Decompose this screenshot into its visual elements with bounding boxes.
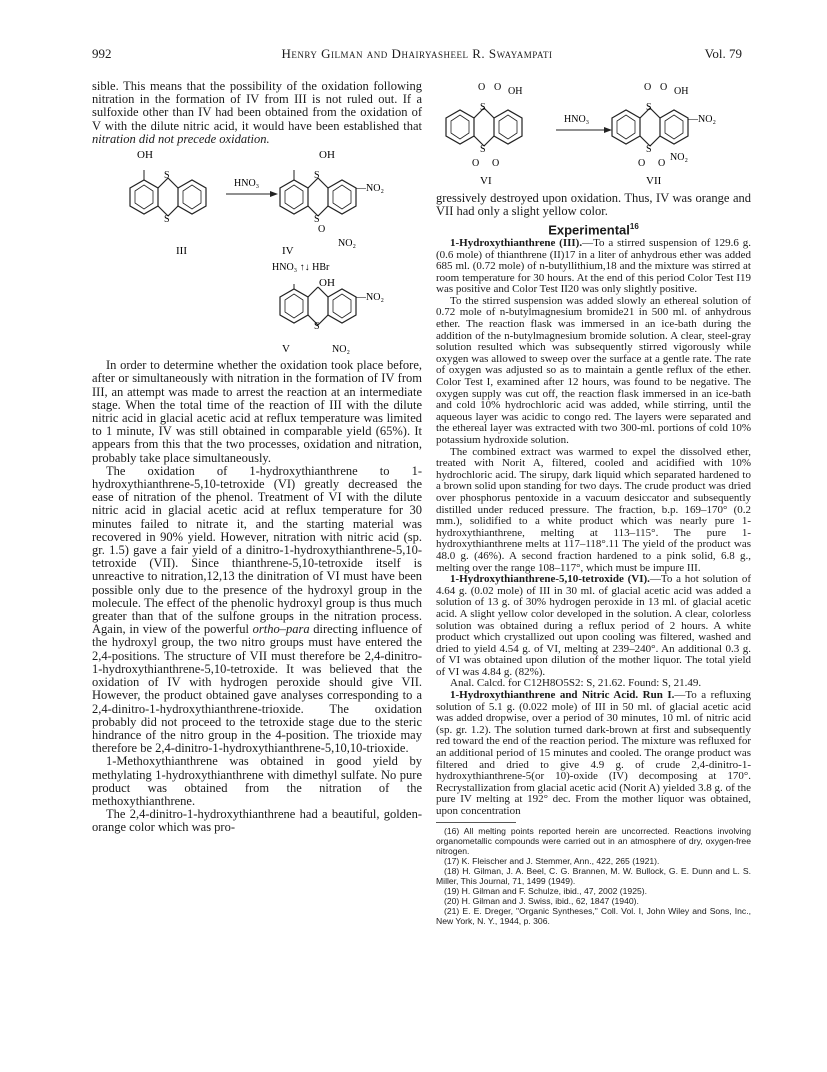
section-heading-text: Experimental <box>548 222 630 238</box>
paragraph-text: —To a refluxing solution of 5.1 g. (0.022 mole) of III in 50 ml. of glacial acetic acid was added dropwise, over a period of 30 minutes, 10 ml. of nitric acid (sp. gr. 1.2). The solution turned dark-brown at first and subsequently red toward the end of the reaction period. The mixture was refluxed for an additional period of 15 minutes and cooled. The orange product was filtered and dried to give 4.9 g. of crude 2,4-dinitro-1-hydroxythianthrene-5(or 10)-oxide (IV) decomposing at 170°. Recrystallization from glacial acetic acid (Norit A) yielded 3.8 g. of the pure IV melting at 192° dec. From the mother liquor was obtained, upon concentration <box>436 689 751 818</box>
oxygen-label: O <box>494 82 502 93</box>
paragraph: To the stirred suspension was added slowly an ethereal solution of 0.72 mole of n-butylmagnesium bromide21 in 500 ml. of anhydrous ether. The reaction flask was immersed in an ice-bath during the addition of the n-butylmagnesium bromide solution. A clear, steel-gray solution resulted which was subsequently stirred vigorously while oxygen was allowed to sweep over the surface at a gentle rate. The rate of oxygen was adjusted so as to maintain a gentle reflux of the ether. Color Test I, examined after 12 hours, was found to be negative. The oxygen supply was cut off, the reaction flask immersed in an ice-bath and cold 10% hydrochloric acid was added, while stirring, until the aqueous layer was acidic to congo red. The layers were separated and the ethereal layer was extracted with two 300-ml. portions of cold 10% potassium hydroxide solution. <box>436 294 751 447</box>
footnotes <box>436 826 751 926</box>
paragraph: Anal. Calcd. for C12H8O5S2: S, 21.62. Found: S, 21.49. <box>450 677 702 690</box>
paragraph-text: directing influence of the hydroxyl group, the two nitro groups must have entered the 2,4-positions. The structure of VII must therefore be 2,4-dinitro-1-hydroxythianthrene-5,10-tetroxide. It was believed that the oxidation of IV with hydrogen peroxide should give VII. However, the product obtained gave analyses corresponding to a 2,4-dinitro-1-hydroxythianthrene-trioxide. The oxidation probably did not proceed to the tetroxide stage due to the steric hindrance of the nitro group in the 4-position. The trioxide may therefore be 2,4-dinitro-1-hydroxythianthrene-5,10,10-trioxide. <box>92 622 422 756</box>
nitro-group-label: NO₂ <box>332 344 350 356</box>
paragraph <box>92 80 422 146</box>
compound-label-iii: III <box>176 245 187 258</box>
left-column <box>92 80 422 835</box>
paragraph <box>436 574 751 678</box>
footnote: (21) E. E. Dreger, "Organic Syntheses," Coll. Vol. I, John Wiley and Sons, Inc., New York, N. Y., 1944, p. 306. <box>436 905 751 926</box>
reagents-hno3-hbr: HNO₃ ↑↓ HBr <box>272 262 330 274</box>
italic-text: ortho–para <box>252 622 310 637</box>
sulfur-label: S <box>314 321 320 333</box>
reaction-scheme-iii-iv-v <box>92 146 422 356</box>
footnote: (18) H. Gilman, J. A. Beel, C. G. Brannen, M. W. Bullock, G. E. Dunn and L. S. Miller, This Journal, 71, 1499 (1949). <box>436 865 751 886</box>
oh-label: OH <box>674 86 689 97</box>
reagent-hno3: HNO₃ <box>234 178 260 190</box>
oxygen-label: O <box>318 224 326 236</box>
compound-label-vi: VI <box>480 175 492 187</box>
paragraph <box>436 238 751 296</box>
paragraph: The 2,4-dinitro-1-hydroxythianthrene had a beautiful, golden-orange color which was pro- <box>92 807 422 835</box>
sulfur-label: S <box>164 214 170 226</box>
subsection-title: 1-Hydroxythianthrene-5,10-tetroxide (VI). <box>450 573 650 586</box>
footnote: (16) All melting points reported herein are uncorrected. Reactions involving organometallic compounds were carried out in an atmosphere of dry, oxygen-free nitrogen. <box>436 825 751 856</box>
nitro-group-label: —NO₂ <box>356 292 384 304</box>
paragraph-text: The oxidation of 1-hydroxythianthrene to 1-hydroxythianthrene-5,10-tetroxide (VI) greatly decreased the ease of nitration of the phenol. Treatment of VI with the dilute nitric acid in glacial acetic acid at reflux temperature for 30 minutes failed to nitrate it, and the starting material was recovered in 90% yield. However, nitration with nitric acid (sp. gr. 1.5) gave a fair yield of a dinitro-1-hydroxythianthrene-5,10-tetroxide (VII). Since thianthrene-5,10-tetroxide itself is unreactive to nitration,12,13 the dinitration of VI must have been possible only due to the presence of the hydroxyl group in the molecule. The effect of the phenolic hydroxyl group is thus much greater than that of the sulfone groups in the nitration process. Again, in view of the powerful <box>92 463 422 637</box>
paragraph-text: —To a hot solution of 4.64 g. (0.02 mole) of III in 30 ml. of glacial acetic acid was added a solution of 13 g. of 30% hydrogen peroxide in 13 ml. of glacial acetic acid. A slight yellow color developed in the solution. A clear, colorless solution was obtained during a reflux period of 2 hours. A white product which crystallized out upon cooling was filtered, washed and dried to yield 4.54 g. of VI, melting at 239–240°. An additional 0.3 g. of VI was obtained upon dilution of the mother liquor. The total yield of VI was 4.84 g. (82%). <box>436 573 751 678</box>
paragraph: 1-Methoxythianthrene was obtained in good yield by methylating 1-hydroxythianthrene with dimethyl sulfate. No pure product was obtained from the nitration of the methoxythianthrene. <box>92 754 422 808</box>
oxygen-label: O <box>638 158 646 169</box>
nitro-group-label: NO₂ <box>670 152 688 163</box>
oxygen-label: O <box>492 158 500 169</box>
reaction-scheme-vi-vii <box>436 80 751 188</box>
oh-label: OH <box>319 149 335 162</box>
compound-label-iv: IV <box>282 245 294 258</box>
oxygen-label: O <box>658 158 666 169</box>
oxygen-label: O <box>660 82 668 93</box>
sulfur-label: S <box>480 102 486 113</box>
subsection-title: 1-Hydroxythianthrene and Nitric Acid. Run I. <box>450 689 675 702</box>
right-column <box>436 80 751 926</box>
nitro-group-label: —NO₂ <box>356 183 384 195</box>
paragraph: The combined extract was warmed to expel the dissolved ether, treated with Norit A, filtered, cooled and acidified with 10% hydrochloric acid. The sirupy, dark liquid which separated hardened to a brown solid upon standing for two days. The crude product was dried over phosphorus pentoxide in a vacuum desiccator and subsequently distilled under reduced pressure. The fraction, b.p. 169–170° (0.2 mm.), solidified to a white product which was nearly pure 1-hydroxythianthrene, melting at 113–115°. The pure 1-hydroxythianthrene melts at 117–118°.11 The yield of the product was 48.0 g. (46%). A second fraction hardened to a pink solid, 6.8 g., melting over the range 108–117°, which must be impure III. <box>436 445 751 574</box>
sulfur-label: S <box>646 102 652 113</box>
italic-text: nitration did not precede oxidation. <box>92 131 270 146</box>
paragraph <box>92 465 422 755</box>
page-number: 992 <box>92 46 112 61</box>
oxygen-label: O <box>472 158 480 169</box>
paragraph <box>436 690 751 818</box>
sulfur-label: S <box>164 170 170 182</box>
oxygen-label: O <box>478 82 486 93</box>
paragraph: gressively destroyed upon oxidation. Thus, IV was orange and VII had only a slight yellow color. <box>436 190 751 218</box>
oh-label: OH <box>137 149 153 162</box>
sulfur-label: S <box>314 170 320 182</box>
footnote-ref: 16 <box>629 222 639 231</box>
footnote-divider <box>436 822 516 823</box>
sulfur-label: S <box>646 144 652 155</box>
oh-label: OH <box>508 86 523 97</box>
sulfur-label: S <box>314 214 320 226</box>
sulfur-label: S <box>480 144 486 155</box>
section-heading-experimental <box>436 221 751 236</box>
oh-label: OH <box>319 277 335 290</box>
paragraph: In order to determine whether the oxidation took place before, after or simultaneously with nitration in the formation of IV from III, an attempt was made to arrest the reaction at an intermediate stage. When the total time of the reaction of III with the dilute nitric acid in glacial acetic acid at reflux temperature was limited to 1 minute, IV was still obtained in comparable yield (65%). It appears from this that the two processes, oxidation and nitration, probably take place simultaneously. <box>92 358 422 465</box>
volume-label: Vol. 79 <box>704 46 742 61</box>
paragraph-text: —To a stirred suspension of 129.6 g. (0.6 mole) of thianthrene (II)17 in a liter of anhydrous ether was added 685 ml. (0.72 mole) of n-butyllithium,18 and the mixture was stirred at room temperature for 30 hours. At the end of this period Color Test I19 was positive and Color Test II20 was only slightly positive. <box>436 236 751 296</box>
oxygen-label: O <box>644 82 652 93</box>
footnote: (20) H. Gilman and J. Swiss, ibid., 62, 1847 (1940). <box>444 895 639 906</box>
footnote: (19) H. Gilman and F. Schulze, ibid., 47, 2002 (1925). <box>444 885 648 896</box>
compound-label-vii: VII <box>646 175 662 187</box>
subsection-title: 1-Hydroxythianthrene (III). <box>450 236 583 249</box>
nitro-group-label: —NO₂ <box>688 114 716 125</box>
compound-label-v: V <box>282 343 290 356</box>
footnote: (17) K. Fleischer and J. Stemmer, Ann., 422, 265 (1921). <box>444 855 660 866</box>
nitro-group-label: NO₂ <box>338 238 356 250</box>
paragraph-text: sible. This means that the possibility of the oxidation following nitration in the formation of IV from III is not ruled out. If a sulfoxide other than IV had been obtained from the oxidation of V with the dilute nitric acid, it would have been established that <box>92 79 422 133</box>
reagent-hno3: HNO₃ <box>564 114 590 125</box>
running-head-authors: Henry Gilman and Dhairyasheel R. Swayampati <box>281 46 553 61</box>
page-header <box>92 46 742 66</box>
